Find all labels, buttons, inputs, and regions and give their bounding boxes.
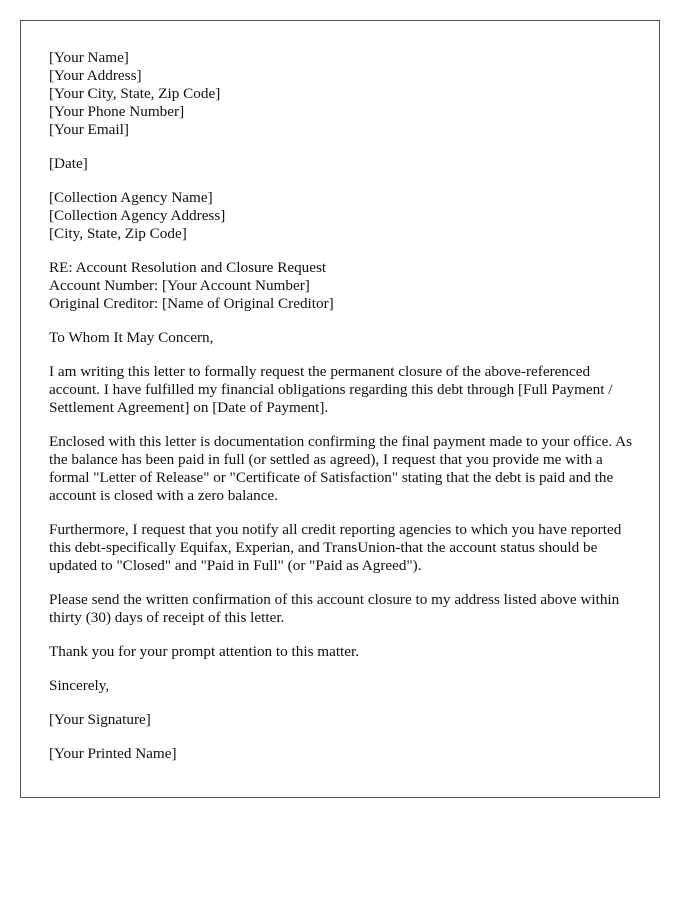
subject-account-number: Account Number: [Your Account Number] [49,277,310,294]
sender-email: [Your Email] [49,121,129,138]
printed-name: [Your Printed Name] [49,745,177,762]
body-paragraph: Thank you for your prompt attention to this matter. [49,643,360,660]
body-paragraph: Please send the written confirmation of this account closure to my address listed above within thirty (30) days of receipt of this letter. [49,591,620,626]
subject-re: RE: Account Resolution and Closure Request [49,259,327,276]
letter-body [49,49,641,779]
date-block [49,155,641,173]
salutation: To Whom It May Concern, [49,329,214,346]
recipient-city-state-zip: [City, State, Zip Code] [49,225,187,242]
letter-page [20,20,660,798]
body-paragraph: Furthermore, I request that you notify all credit reporting agencies to which you have reported this debt-specifically Equifax, Experian, and TransUnion-that the account status should be updated to "Closed" and "Paid in Full" (or "Paid as Agreed"). [49,521,622,574]
recipient-name: [Collection Agency Name] [49,189,213,206]
sender-city-state-zip: [Your City, State, Zip Code] [49,85,221,102]
signature: [Your Signature] [49,711,151,728]
closing: Sincerely, [49,677,110,694]
subject-original-creditor: Original Creditor: [Name of Original Creditor] [49,295,334,312]
body-paragraph: Enclosed with this letter is documentation confirming the final payment made to your office. As the balance has been paid in full (or settled as agreed), I request that you provide me with a formal "Letter of Release" or "Certificate of Satisfaction" stating that the debt is paid and the account is closed with a zero balance. [49,433,633,504]
recipient-block [49,189,641,243]
body-paragraph: I am writing this letter to formally request the permanent closure of the above-referenced account. I have fulfilled my financial obligations regarding this debt through [Full Payment / Settlement Agreement] on [Date of Payment]. [49,363,613,416]
letter-date: [Date] [49,155,88,172]
sender-block [49,49,641,139]
recipient-address: [Collection Agency Address] [49,207,226,224]
sender-address: [Your Address] [49,67,142,84]
sender-name: [Your Name] [49,49,129,66]
sender-phone: [Your Phone Number] [49,103,185,120]
subject-block [49,259,641,313]
